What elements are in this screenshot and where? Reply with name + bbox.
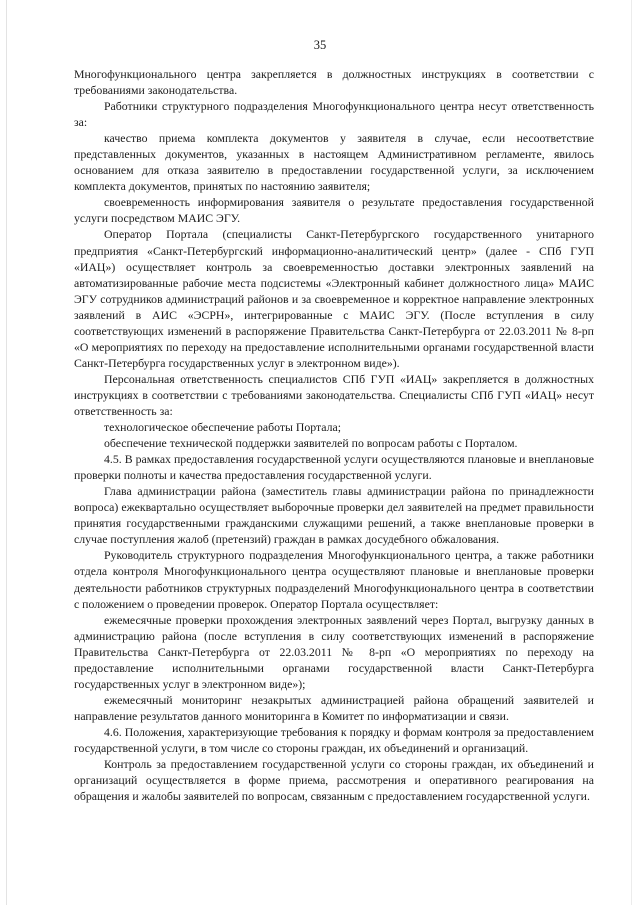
paragraph-15: Контроль за предоставлением государственной услуги со стороны граждан, их объединений и организаций осуществляется в форме приема, рассмотрения и оперативного реагирования на обращения и жалобы заявителей по вопросам, связанным с предоставлением государственной услуги. [74,757,594,804]
paragraph-4: своевременность информирования заявителя о результате предоставления государственной услуги посредством МАИС ЭГУ. [74,195,594,226]
scan-edge-left [6,0,7,905]
paragraph-1: Многофункционального центра закрепляется в должностных инструкциях в соответствии с требованиями законодательства. [74,67,594,98]
paragraph-8: обеспечение технической поддержки заявителей по вопросам работы с Порталом. [104,436,518,451]
paragraph-13: ежемесячный мониторинг незакрытых администрацией района обращений заявителей и направление результатов данного мониторинга в Комитет по информатизации и связи. [74,692,594,723]
scan-edge-right [631,0,632,905]
paragraph-10: Глава администрации района (заместитель главы администрации района по принадлежности вопроса) ежеквартально осуществляет выборочные проверки дел заявителей на предмет правильности принятия государственными гражданскими служащими решений, а также внеплановые проверки в случае поступления жалоб (претензий) граждан в рамках досудебного обжалования. [74,484,594,547]
paragraph-5: Оператор Портала (специалисты Санкт-Петербургского государственного унитарного предприятия «Санкт-Петербургский информационно-аналитический центр» (далее - СПб ГУП «ИАЦ») осуществляет контроль за своевременностью доставки электронных заявлений на автоматизированные рабочие места подсистемы «Электронный кабинет должностного лица» МАИС ЭГУ сотрудников администраций районов и за своевременное и корректное направление электронных заявлений в АИС «ЭСРН», интегрированные с МАИС ЭГУ. (После вступления в силу соответствующих изменений в распоряжение Правительства Санкт-Петербурга от 22.03.2011 № 8-рп «О мероприятиях по переходу на предоставление исполнительными органами государственной власти Санкт-Петербурга государственных услуг в электронном виде»). [74,227,594,370]
page-number: 35 [313,38,327,52]
paragraph-2: Работники структурного подразделения Многофункционального центра несут ответственность за: [74,99,594,130]
paragraph-12: ежемесячные проверки прохождения электронных заявлений через Портал, выгрузку данных в администрацию района (после вступления в силу соответствующих изменений в распоряжение Правительства Санкт-Петербурга от 22.03.2011 № 8-рп «О мероприятиях по переходу на предоставление исполнительными органами государственной власти Санкт-Петербурга государственных услуг в электронном виде»); [74,612,594,691]
document-body [74,66,594,804]
paragraph-3: качество приема комплекта документов у заявителя в случае, если несоответствие представленных документов, указанных в настоящем Административном регламенте, явилось основанием для отказа заявителю в предоставлении государственной услуги, за исключением комплекта документов, принятых по настоянию заявителя; [74,131,594,194]
paragraph-9: 4.5. В рамках предоставления государственной услуги осуществляются плановые и внеплановые проверки полноты и качества предоставления государственной услуги. [74,452,594,483]
paragraph-11: Руководитель структурного подразделения Многофункционального центра, а также работники отдела контроля Многофункционального центра осуществляют плановые и внеплановые проверки деятельности работников структурных подразделений Многофункционального центра в соответствии с положением о проведении проверок. Оператор Портала осуществляет: [74,548,594,611]
paragraph-14: 4.6. Положения, характеризующие требования к порядку и формам контроля за предоставлением государственной услуги, в том числе со стороны граждан, их объединений и организаций. [74,724,594,755]
paragraph-7: технологическое обеспечение работы Портала; [104,420,342,435]
paragraph-6: Персональная ответственность специалистов СПб ГУП «ИАЦ» закрепляется в должностных инструкциях в соответствии с требованиями законодательства. Специалисты СПб ГУП «ИАЦ» несут ответственность за: [74,371,594,418]
